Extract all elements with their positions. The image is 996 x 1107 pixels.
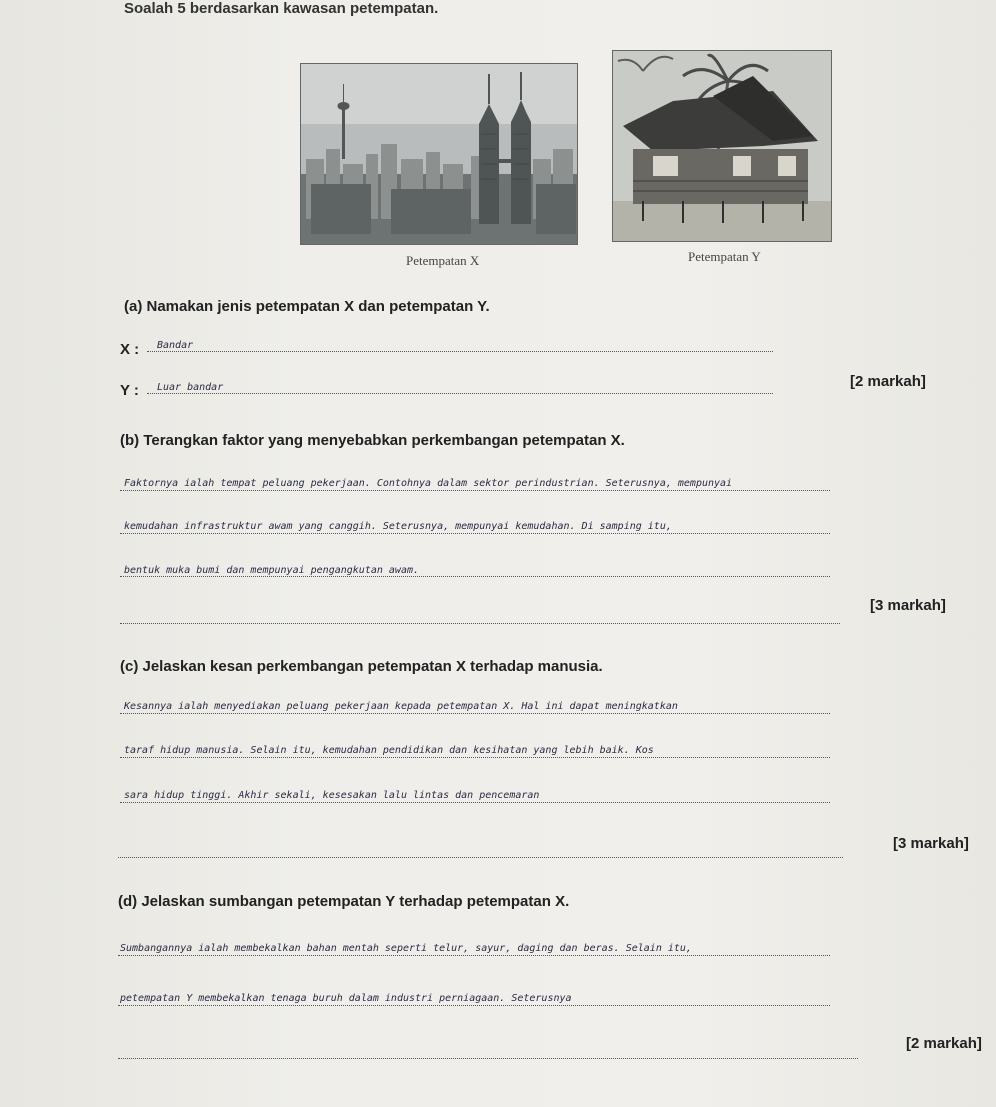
answer-d-line	[118, 1058, 858, 1059]
marks-d: [2 markah]	[906, 1035, 982, 1052]
answer-x-line	[147, 351, 773, 352]
answer-c-line	[120, 757, 830, 758]
photo-petempatan-x	[300, 63, 578, 245]
marks-b: [3 markah]	[870, 597, 946, 614]
answer-b-line	[120, 576, 830, 577]
city-skyline-image	[301, 64, 577, 244]
answer-x-text: Bandar	[157, 340, 194, 351]
answer-d-text: Sumbangannya ialah membekalkan bahan mentah seperti telur, sayur, daging dan beras. Selain itu,	[120, 943, 692, 954]
answer-c-text: taraf hidup manusia. Selain itu, kemudahan pendidikan dan kesihatan yang lebih baik. Kos	[124, 745, 654, 756]
question-b: (b) Terangkan faktor yang menyebabkan perkembangan petempatan X.	[120, 432, 625, 449]
photo-petempatan-y	[612, 50, 832, 242]
marks-a: [2 markah]	[850, 373, 926, 390]
answer-b-line	[120, 623, 840, 624]
answer-y-label: Y :	[120, 382, 139, 399]
question-d: (d) Jelaskan sumbangan petempatan Y terhadap petempatan X.	[118, 893, 570, 910]
answer-y-line	[147, 393, 773, 394]
caption-petempatan-y: Petempatan Y	[688, 249, 761, 264]
question-header: Soalah 5 berdasarkan kawasan petempatan.	[124, 0, 439, 17]
answer-b-line	[120, 490, 830, 491]
rural-house-image	[613, 51, 831, 241]
answer-b-text: Faktornya ialah tempat peluang pekerjaan. Contohnya dalam sektor perindustrian. Seterusnya, mempunyai	[124, 478, 733, 489]
answer-c-line	[118, 857, 843, 858]
answer-b-text: kemudahan infrastruktur awam yang canggih. Seterusnya, mempunyai kemudahan. Di samping itu,	[124, 521, 672, 532]
answer-c-text: sara hidup tinggi. Akhir sekali, kesesakan lalu lintas dan pencemaran	[124, 790, 540, 801]
answer-b-line	[120, 533, 830, 534]
marks-c: [3 markah]	[893, 835, 969, 852]
answer-x-label: X :	[120, 341, 140, 358]
answer-y-text: Luar bandar	[157, 382, 224, 393]
question-a: (a) Namakan jenis petempatan X dan petempatan Y.	[124, 298, 490, 315]
question-c: (c) Jelaskan kesan perkembangan petempatan X terhadap manusia.	[120, 658, 603, 675]
answer-b-text: bentuk muka bumi dan mempunyai pengangkutan awam.	[124, 565, 420, 576]
answer-c-text: Kesannya ialah menyediakan peluang pekerjaan kepada petempatan X. Hal ini dapat meningkatkan	[124, 701, 678, 712]
answer-d-line	[118, 1005, 830, 1006]
caption-petempatan-x: Petempatan X	[406, 253, 480, 268]
answer-d-line	[118, 955, 830, 956]
answer-c-line	[120, 713, 830, 714]
answer-d-text: petempatan Y membekalkan tenaga buruh dalam industri perniagaan. Seterusnya	[120, 993, 572, 1004]
answer-c-line	[120, 802, 830, 803]
